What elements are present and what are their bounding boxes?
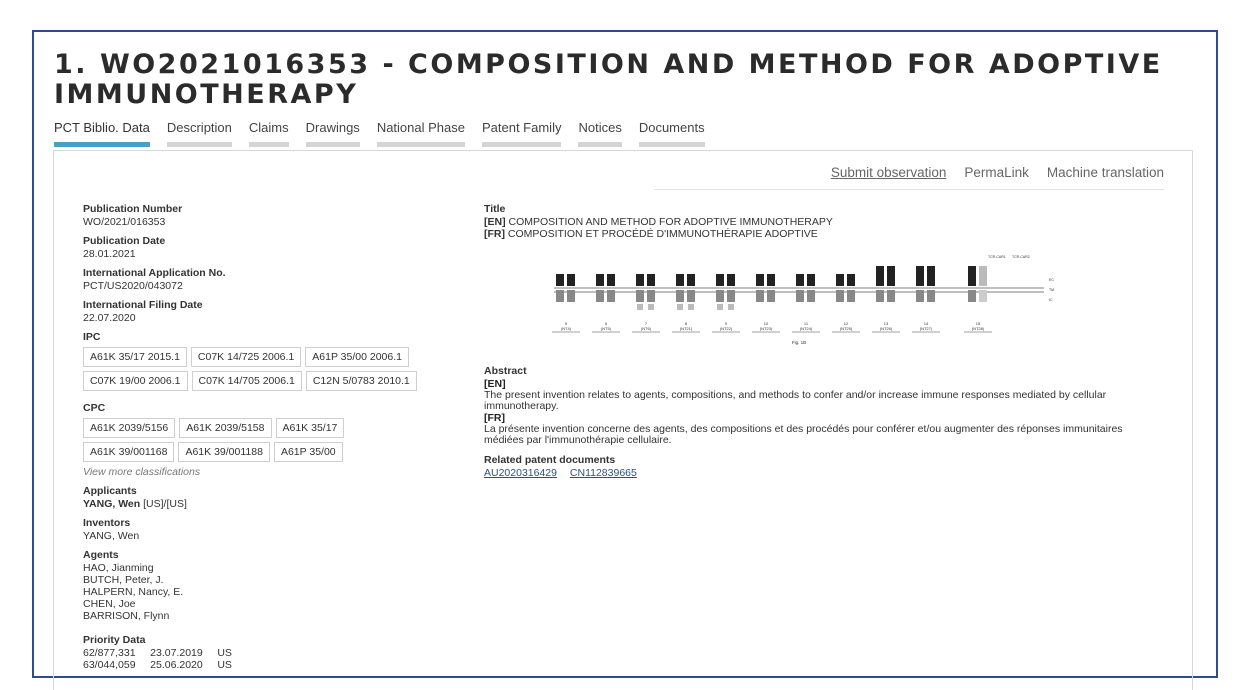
- construct-chain-ic: [687, 290, 695, 302]
- cpc-chip[interactable]: A61K 35/17: [276, 418, 345, 438]
- construct-chain-ic: [636, 290, 644, 302]
- construct-chain-ec: [556, 274, 564, 286]
- biblio-right-column: [484, 203, 1164, 479]
- construct-chain-ec: [927, 266, 935, 286]
- construct-chain-ic: [979, 290, 987, 302]
- applicant-country: [US]/[US]: [143, 498, 187, 510]
- construct-chain-ec: [676, 274, 684, 286]
- top-label: TCR-CAR2: [1012, 255, 1030, 259]
- cpc-chip[interactable]: A61K 2039/5158: [179, 418, 271, 438]
- title-en: [484, 216, 1164, 228]
- construct-chain-ec: [567, 274, 575, 286]
- agent: BUTCH, Peter, J.: [83, 574, 164, 586]
- title-en-text: COMPOSITION AND METHOD FOR ADOPTIVE IMMUNOTHERAPY: [508, 216, 833, 228]
- cpc-chip[interactable]: A61K 39/001168: [83, 442, 174, 462]
- construct-chain-ec: [607, 274, 615, 286]
- cpc-chip[interactable]: A61P 35/00: [274, 442, 343, 462]
- ipc-chip[interactable]: C12N 5/0783 2010.1: [306, 371, 417, 391]
- construct-chain-ic: [847, 290, 855, 302]
- construct-number: 8: [684, 321, 688, 326]
- publication-number: WO/2021/016353: [83, 216, 166, 228]
- construct-chain-ec: [727, 274, 735, 286]
- construct-chain-ic: [767, 290, 775, 302]
- construct-chain-ic: [887, 290, 895, 302]
- construct-chain-ec: [847, 274, 855, 286]
- construct-number: 14: [923, 321, 929, 326]
- construct-number: 15: [975, 321, 981, 326]
- priority-country: US: [217, 647, 232, 659]
- construct-domain: [637, 304, 643, 310]
- tab-notices[interactable]: Notices: [578, 120, 621, 147]
- construct-domain: [677, 304, 683, 310]
- publication-number-label: Publication Number: [83, 203, 183, 215]
- agents-label: Agents: [83, 549, 119, 561]
- action-divider: [654, 189, 1164, 190]
- priority-date: 25.06.2020: [150, 659, 203, 671]
- view-more-classifications-link[interactable]: View more classifications: [83, 466, 201, 478]
- priority-row: [83, 659, 443, 671]
- construct-chain-ec: [796, 274, 804, 286]
- priority-row: [83, 647, 443, 659]
- title-fr-text: COMPOSITION ET PROCÉDÉ D'IMMUNOTHÉRAPIE ADOPTIVE: [507, 228, 818, 240]
- construct-domain: [728, 304, 734, 310]
- construct-name: (NT26): [879, 326, 893, 331]
- construct-chain-ic: [807, 290, 815, 302]
- cpc-chip[interactable]: A61K 39/001188: [178, 442, 269, 462]
- construct-chain-ic: [556, 290, 564, 302]
- biblio-panel: [53, 150, 1193, 690]
- applicant: [83, 498, 443, 510]
- applicants-label: Applicants: [83, 485, 137, 497]
- abstract-fr: La présente invention concerne des agents, des compositions et des procédés pour conférer et/ou augmenter des réponses immunitaires médiées par l'immunothérapie cellulaire.: [484, 423, 1123, 446]
- related-documents-label: Related patent documents: [484, 454, 616, 466]
- construct-chain-ic: [676, 290, 684, 302]
- construct-name: (NT28): [971, 326, 985, 331]
- ipc-chip[interactable]: C07K 14/725 2006.1: [191, 347, 301, 367]
- related-document-link[interactable]: AU2020316429: [484, 467, 557, 479]
- priority-number: 62/877,331: [83, 647, 136, 659]
- side-label: EC: [1049, 278, 1054, 282]
- inventor: YANG, Wen: [83, 530, 140, 542]
- cpc-list: [83, 418, 433, 466]
- construct-name: (NT25): [839, 326, 853, 331]
- tab-pct-biblio-data[interactable]: PCT Biblio. Data: [54, 120, 150, 147]
- tab-drawings[interactable]: Drawings: [306, 120, 360, 147]
- lang-tag-en: [EN]: [484, 378, 506, 390]
- construct-chain-ic: [596, 290, 604, 302]
- construct-chain-ic: [727, 290, 735, 302]
- construct-chain-ic: [607, 290, 615, 302]
- construct-chain-ic: [876, 290, 884, 302]
- tab-documents[interactable]: Documents: [639, 120, 705, 147]
- ipc-label: IPC: [83, 331, 101, 343]
- action-links: [831, 165, 1164, 180]
- filing-date-label: International Filing Date: [83, 299, 203, 311]
- related-documents: [484, 467, 1164, 479]
- title-label: Title: [484, 203, 506, 215]
- priority-date: 23.07.2019: [150, 647, 203, 659]
- applicant-name: YANG, Wen: [83, 498, 141, 510]
- construct-chain-ec: [636, 274, 644, 286]
- figure-caption: Fig. 1B: [791, 340, 807, 345]
- priority-country: US: [217, 659, 232, 671]
- construct-chain-ic: [647, 290, 655, 302]
- ipc-chip[interactable]: C07K 19/00 2006.1: [83, 371, 188, 391]
- title-fr: [484, 228, 1164, 240]
- construct-chain-ic: [567, 290, 575, 302]
- cpc-chip[interactable]: A61K 2039/5156: [83, 418, 175, 438]
- construct-chain-ec: [807, 274, 815, 286]
- construct-number: 6: [604, 321, 608, 326]
- construct-name: (NT21): [679, 326, 693, 331]
- cpc-label: CPC: [83, 402, 106, 414]
- lang-tag-fr: [FR]: [484, 412, 505, 424]
- construct-chain-ec: [979, 266, 987, 286]
- construct-chain-ec: [756, 274, 764, 286]
- construct-number: 10: [763, 321, 769, 326]
- agent: CHEN, Joe: [83, 598, 136, 610]
- filing-date: 22.07.2020: [83, 312, 136, 324]
- priority-data-label: Priority Data: [83, 634, 146, 646]
- publication-date-label: Publication Date: [83, 235, 166, 247]
- construct-chain-ec: [596, 274, 604, 286]
- construct-chain-ic: [836, 290, 844, 302]
- construct-number: 5: [564, 321, 568, 326]
- machine-translation-link[interactable]: Machine translation: [1046, 165, 1164, 180]
- tab-description[interactable]: Description: [167, 120, 232, 147]
- construct-diagram: [544, 248, 1064, 353]
- construct-chain-ec: [716, 274, 724, 286]
- permalink-link[interactable]: PermaLink: [964, 165, 1029, 180]
- tab-bar: [54, 120, 722, 147]
- construct-number: 7: [644, 321, 648, 326]
- top-label: TCR-CAR1: [988, 255, 1006, 259]
- ipc-list: [83, 347, 433, 395]
- agent: HALPERN, Nancy, E.: [83, 586, 184, 598]
- construct-number: 12: [843, 321, 849, 326]
- abstract-en: The present invention relates to agents, compositions, and methods to confer and/or increase immune responses mediated by cellular immunotherapy.: [484, 389, 1107, 412]
- submit-observation-link[interactable]: Submit observation: [830, 165, 947, 180]
- construct-chain-ec: [916, 266, 924, 286]
- application-number: PCT/US2020/043072: [83, 280, 183, 292]
- construct-chain-ic: [756, 290, 764, 302]
- agent: HAO, Jianming: [83, 562, 154, 574]
- construct-domain: [688, 304, 694, 310]
- construct-domain: [717, 304, 723, 310]
- lang-tag-en: [EN]: [484, 216, 506, 228]
- construct-chain-ic: [716, 290, 724, 302]
- construct-domain: [648, 304, 654, 310]
- construct-chain-ec: [887, 266, 895, 286]
- priority-number: 63/044,059: [83, 659, 136, 671]
- construct-name: (NT6): [640, 326, 652, 331]
- construct-chain-ic: [927, 290, 935, 302]
- construct-name: (NT23): [759, 326, 773, 331]
- construct-chain-ic: [796, 290, 804, 302]
- construct-chain-ec: [687, 274, 695, 286]
- tab-national-phase[interactable]: National Phase: [377, 120, 465, 147]
- construct-chain-ec: [647, 274, 655, 286]
- ipc-chip[interactable]: A61K 35/17 2015.1: [83, 347, 187, 367]
- construct-number: 11: [803, 321, 809, 326]
- construct-chain-ec: [876, 266, 884, 286]
- abstract-label: Abstract: [484, 365, 527, 377]
- construct-name: (NT4): [560, 326, 572, 331]
- ipc-chip[interactable]: C07K 14/705 2006.1: [192, 371, 302, 391]
- inventors-label: Inventors: [83, 517, 131, 529]
- construct-chain-ec: [767, 274, 775, 286]
- construct-name: (NT24): [799, 326, 813, 331]
- related-document-link[interactable]: CN112839665: [569, 467, 637, 479]
- patent-drawing-thumbnail[interactable]: [544, 248, 1064, 353]
- application-number-label: International Application No.: [83, 267, 226, 279]
- construct-chain-ic: [968, 290, 976, 302]
- side-label: TM: [1049, 288, 1055, 292]
- construct-name: (NT22): [719, 326, 733, 331]
- ipc-chip[interactable]: A61P 35/00 2006.1: [305, 347, 409, 367]
- construct-number: 9: [724, 321, 728, 326]
- lang-tag-fr: [FR]: [484, 228, 505, 240]
- biblio-left-column: [83, 203, 443, 671]
- publication-date: 28.01.2021: [83, 248, 136, 260]
- agent: BARRISON, Flynn: [83, 610, 170, 622]
- side-label: IC: [1049, 298, 1053, 302]
- tab-claims[interactable]: Claims: [249, 120, 289, 147]
- construct-number: 13: [883, 321, 889, 326]
- construct-chain-ec: [968, 266, 976, 286]
- construct-chain-ec: [836, 274, 844, 286]
- page-title: 1. WO2021016353 - COMPOSITION AND METHOD FOR ADOPTIVE IMMUNOTHERAPY: [54, 49, 1163, 110]
- patent-record-frame: [32, 30, 1218, 678]
- construct-name: (NT27): [919, 326, 933, 331]
- construct-name: (NT5): [600, 326, 612, 331]
- tab-patent-family[interactable]: Patent Family: [482, 120, 561, 147]
- construct-chain-ic: [916, 290, 924, 302]
